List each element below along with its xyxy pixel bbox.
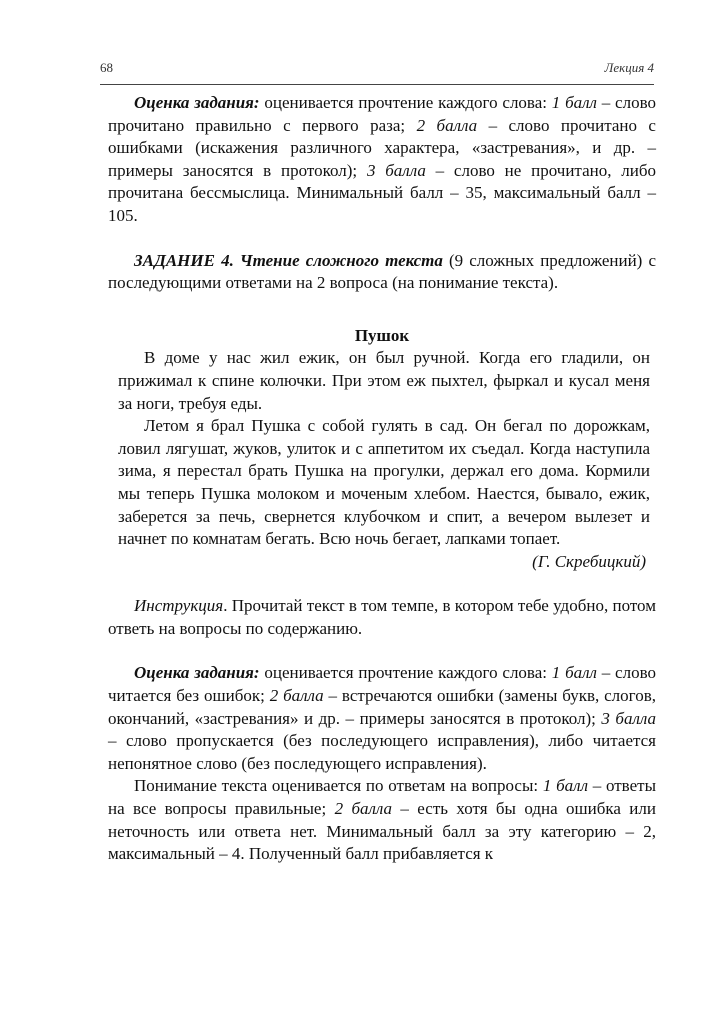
comprehension-paragraph: Понимание текста оценивается по ответам на вопросы: 1 балл – ответы на все вопросы правильные; 2 балла – есть хотя бы одна ошибка или неточность или ответа нет. Минимальный балл за эту категорию – 2, максимальный – 4. Полученный балл прибавляется к (108, 776, 657, 864)
story-paragraph-1: В доме у нас жил ежик, он был ручной. Когда его гладили, он прижимал к спине колючки. При этом еж пыхтел, фыркал и кусал меня за ноги, требуя еды. (118, 348, 650, 413)
task-4-heading: ЗАДАНИЕ 4. Чтение сложного текста (9 сложных предложений) с последующими ответами на 2 вопроса (на понимание текста). (108, 250, 656, 293)
story-paragraph-2: Летом я брал Пушка с собой гулять в сад. Он бегал по дорожкам, ловил лягушат, жуков, улиток и с аппетитом их съедал. Когда наступила зима, я перестал брать Пушка на прогулки, держал его дома. Кормили мы теперь Пушка молоком и моченым хлебом. Наестся, бывало, ежик, заберется за печь, свернется клубочком и спит, а вечером вылезет и начнет по комнатам бегать. Всю ночь бегает, лапками топает. (118, 416, 650, 549)
scoring-paragraph-2: Оценка задания: оценивается прочтение каждого слова: 1 балл – слово читается без ошибок; 2 балла – встречаются ошибки (замены букв, слогов, окончаний, «застревания» и др. – примеры заносятся в протокол); 3 балла – слово пропускается (без последующего исправления), либо читается непонятное слово (без последующего исправления). (108, 663, 656, 773)
running-header: Лекция 4 (604, 60, 654, 75)
page-number: 68 (100, 60, 113, 75)
header-rule (100, 84, 654, 85)
page-body (108, 92, 656, 866)
instruction-paragraph: Инструкция. Прочитай текст в том темпе, в котором тебе удобно, потом ответь на вопросы по содержанию. (108, 596, 656, 638)
story-author: (Г. Скребицкий) (532, 551, 646, 571)
scoring-paragraph-1: Оценка задания: оценивается прочтение каждого слова: 1 балл – слово прочитано правильно с первого раза; 2 балла – слово прочитано с ошибками (искажения различного характера, «застревания», и др. – примеры заносятся в протокол); 3 балла – слово не прочитано, либо прочитана бессмыслица. Минимальный балл – 35, максимальный балл – 105. (108, 93, 656, 225)
story-title: Пушок (354, 325, 410, 345)
